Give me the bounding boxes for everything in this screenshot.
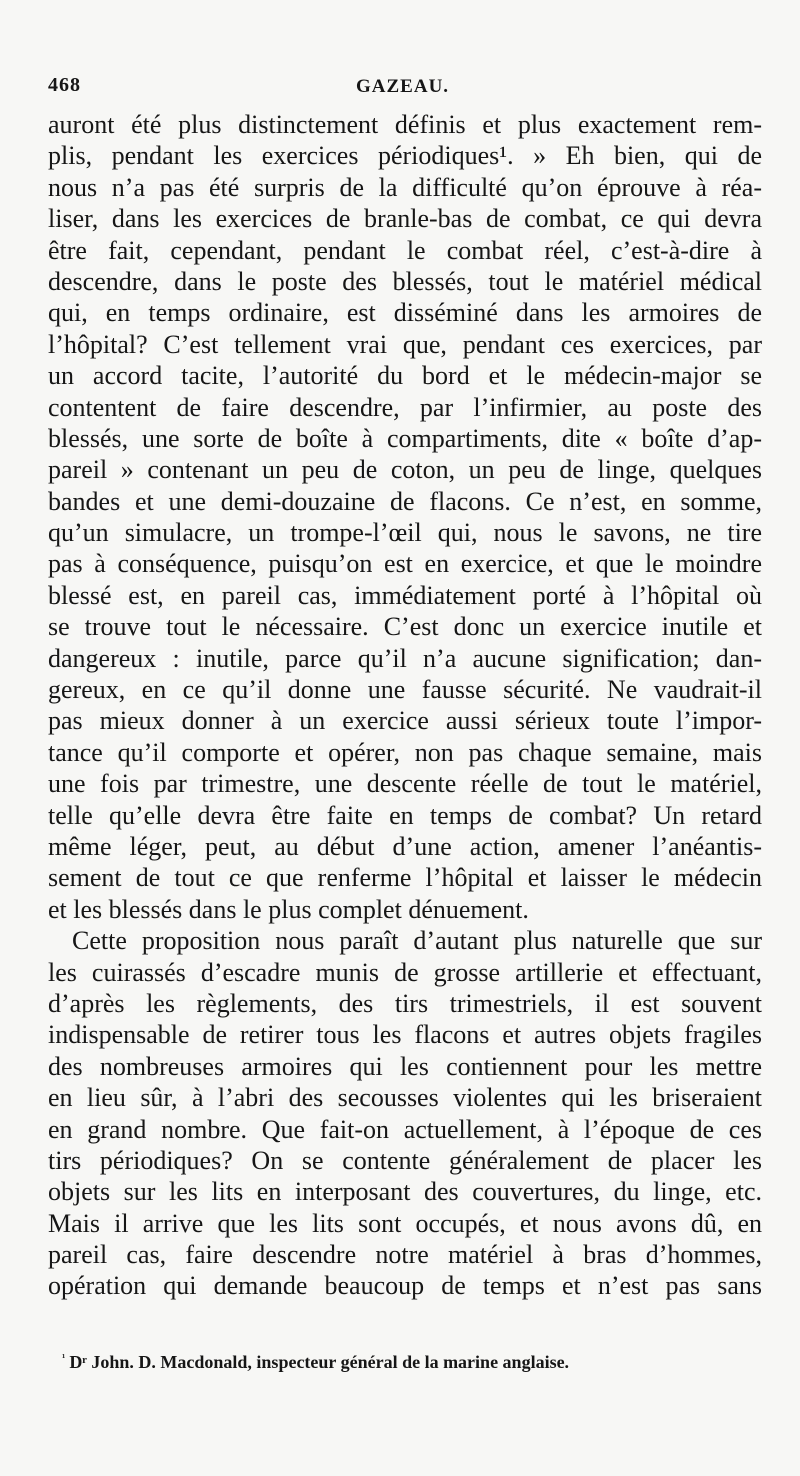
text-line: en grand nombre. Que fait-on actuellement, à l’époque de ces: [48, 1114, 762, 1144]
paragraph-start-line: Cette proposition nous paraît d’autant plus naturelle que sur: [72, 926, 762, 956]
text-line: pas à conséquence, puisqu’on est en exercice, et que le moindre: [48, 549, 762, 579]
text-line: une fois par trimestre, une descente réelle de tout le matériel,: [48, 769, 762, 799]
footnote: [62, 1352, 682, 1373]
running-title: GAZEAU.: [356, 76, 450, 97]
text-line: qui, en temps ordinaire, est disséminé dans les armoires de: [48, 298, 762, 328]
text-line: blessés, une sorte de boîte à compartiments, dite « boîte d’ap-: [48, 423, 762, 453]
text-line: les cuirassés d’escadre munis de grosse artillerie et effectuant,: [48, 957, 762, 987]
text-line: tance qu’il comporte et opérer, non pas chaque semaine, mais: [48, 737, 762, 767]
text-line: se trouve tout le nécessaire. C’est donc un exercice inutile et: [48, 612, 762, 642]
text-line: objets sur les lits en interposant des couvertures, du linge, etc.: [48, 1177, 762, 1207]
page-header: [48, 74, 758, 102]
text-line: blessé est, en pareil cas, immédiatement porté à l’hôpital où: [48, 580, 762, 610]
text-line: même léger, peut, au début d’une action, amener l’anéantis-: [48, 831, 762, 861]
paragraph-end-line: et les blessés dans le plus complet dénuement.: [48, 894, 529, 924]
text-line: d’après les règlements, des tirs trimestriels, il est souvent: [48, 988, 762, 1018]
text-line: pas mieux donner à un exercice aussi sérieux toute l’impor-: [48, 706, 762, 736]
text-line: dangereux : inutile, parce qu’il n’a aucune signification; dan-: [48, 643, 762, 673]
text-line: nous n’a pas été surpris de la difficulté qu’on éprouve à réa-: [48, 172, 762, 202]
text-line: des nombreuses armoires qui les contiennent pour les mettre: [48, 1051, 762, 1081]
text-line: qu’un simulacre, un trompe-l’œil qui, nous le savons, ne tire: [48, 518, 762, 548]
text-line: tirs périodiques? On se contente généralement de placer les: [48, 1145, 762, 1175]
text-line: pareil » contenant un peu de coton, un peu de linge, quelques: [48, 455, 762, 485]
text-line: descendre, dans le poste des blessés, tout le matériel médical: [48, 266, 762, 296]
text-line: en lieu sûr, à l’abri des secousses violentes qui les briseraient: [48, 1083, 762, 1113]
body-text: [48, 109, 762, 1302]
text-line: indispensable de retirer tous les flacons et autres objets fragiles: [48, 1020, 762, 1050]
text-line: gereux, en ce qu’il donne une fausse sécurité. Ne vaudrait-il: [48, 675, 762, 705]
text-line: Mais il arrive que les lits sont occupés, et nous avons dû, en: [48, 1208, 762, 1238]
text-line: bandes et une demi-douzaine de flacons. Ce n’est, en somme,: [48, 486, 762, 516]
text-line: l’hôpital? C’est tellement vrai que, pendant ces exercices, par: [48, 329, 762, 359]
text-line: liser, dans les exercices de branle-bas de combat, ce qui devra: [48, 204, 762, 234]
footnote-text: Dʳ John. D. Macdonald, inspecteur général de la marine anglaise.: [69, 1352, 570, 1372]
text-line: telle qu’elle devra être faite en temps de combat? Un retard: [48, 800, 762, 830]
text-line: auront été plus distinctement définis et plus exactement rem-: [48, 110, 762, 139]
text-line: pareil cas, faire descendre notre matériel à bras d’hommes,: [48, 1240, 762, 1270]
text-line: sement de tout ce que renferme l’hôpital et laisser le médecin: [48, 863, 762, 893]
footnote-marker: ¹: [62, 1352, 66, 1364]
page-number: 468: [48, 74, 81, 96]
text-line: opération qui demande beaucoup de temps et n’est pas sans: [48, 1271, 762, 1301]
text-line: plis, pendant les exercices périodiques¹. » Eh bien, qui de: [48, 141, 762, 171]
text-line: être fait, cependant, pendant le combat réel, c’est-à-dire à: [48, 235, 762, 265]
text-line: contentent de faire descendre, par l’infirmier, au poste des: [48, 392, 762, 422]
text-line: un accord tacite, l’autorité du bord et le médecin-major se: [48, 361, 762, 391]
